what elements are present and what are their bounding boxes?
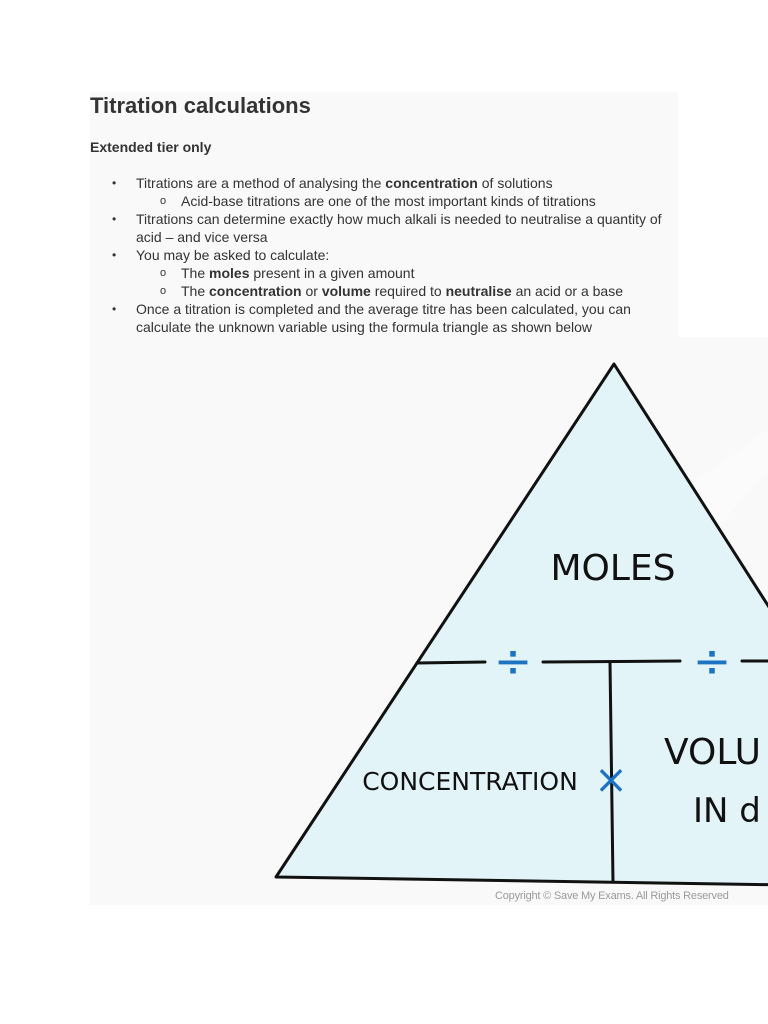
list-item: • Titrations can determine exactly how much alkali is needed to neutralise a quantity of acid – and vice versa: [110, 210, 680, 246]
text-fragment: The: [181, 265, 210, 281]
divide-icon: ÷: [692, 634, 732, 688]
text-fragment: or: [301, 283, 322, 299]
multiply-icon: ×: [594, 757, 628, 803]
text-fragment: of solutions: [477, 175, 553, 191]
text-fragment: You may be asked to calculate:: [136, 247, 330, 263]
copyright-text: Copyright © Save My Exams. All Rights Reserved: [495, 890, 729, 902]
sub-list-item: o Acid-base titrations are one of the most important kinds of titrations: [136, 192, 680, 210]
volume-label-line2: IN d: [693, 791, 761, 831]
text-fragment: Titrations are a method of analysing the: [136, 175, 386, 191]
bold-term: concentration: [209, 283, 302, 299]
text-fragment: The: [181, 283, 210, 299]
concentration-label: CONCENTRATION: [362, 767, 578, 796]
bold-term: neutralise: [445, 283, 512, 299]
tier-label: Extended tier only: [90, 139, 212, 155]
bold-term: moles: [209, 265, 250, 281]
divide-icon: ÷: [493, 634, 533, 688]
horizontal-divider: [417, 662, 485, 663]
bold-term: volume: [321, 283, 371, 299]
text-fragment: an acid or a base: [511, 283, 623, 299]
bold-term: concentration: [385, 175, 478, 191]
horizontal-divider: [543, 661, 680, 662]
text-fragment: present in a given amount: [249, 265, 415, 281]
volume-label-line1: VOLU: [664, 732, 761, 773]
list-item: • Once a titration is completed and the average titre has been calculated, you can calculate the unknown variable using the formula triangle as shown below: [110, 300, 680, 336]
page-title: Titration calculations: [90, 93, 311, 118]
moles-label: MOLES: [550, 548, 676, 589]
text-fragment: required to: [370, 283, 446, 299]
